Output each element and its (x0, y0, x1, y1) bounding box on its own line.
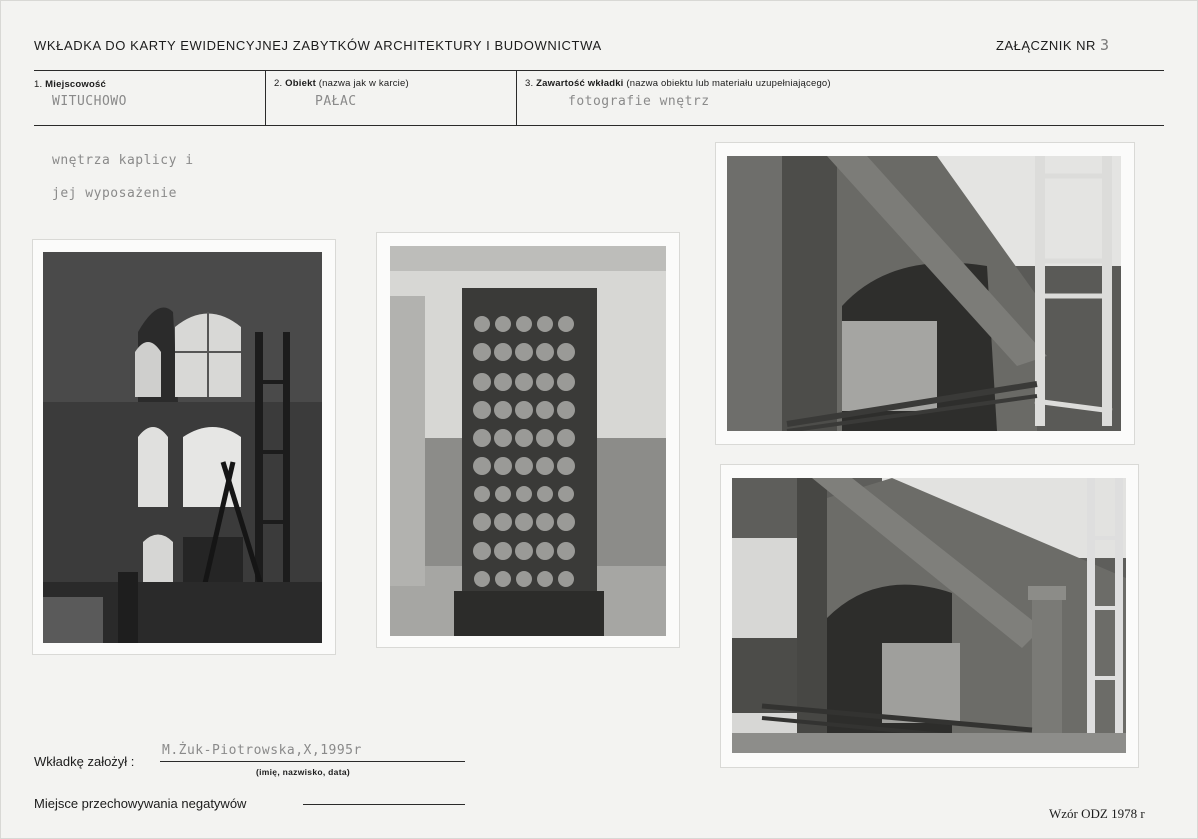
created-by-value: M.Żuk-Piotrowska,X,1995r (162, 743, 362, 758)
description-line-1: wnętrza kaplicy i (52, 153, 194, 168)
photo-tiled-stove-image (390, 246, 666, 636)
negatives-storage-label: Miejsce przechowywania negatywów (34, 796, 247, 811)
photo-staircase-arch-image (727, 156, 1121, 431)
annex-label (996, 36, 1110, 54)
created-by-label: Wkładkę założył : (34, 754, 135, 769)
form-version: Wzór ODZ 1978 r (1049, 806, 1145, 821)
annex-number: 3 (1100, 36, 1110, 54)
object-label: 2. Obiekt (nazwa jak w karcie) (274, 78, 409, 89)
header-rule (34, 70, 1164, 71)
annex-label-text: ZAŁĄCZNIK NR (996, 38, 1096, 53)
photo-staircase-ladder-image (732, 478, 1126, 753)
created-by-line (160, 760, 465, 762)
negatives-storage-line (303, 803, 465, 805)
contents-label: 3. Zawartość wkładki (nazwa obiektu lub materiału uzupełniającego) (525, 78, 831, 89)
photo-chapel-windows-image (43, 252, 322, 643)
created-by-caption: (imię, nazwisko, data) (256, 767, 350, 777)
locality-label: 1. Miejscowość (34, 79, 106, 90)
field-divider-2 (516, 71, 517, 126)
field-divider-1 (265, 71, 266, 126)
photo-tiled-stove (377, 233, 679, 647)
description-line-2: jej wyposażenie (52, 186, 177, 201)
photo-staircase-arch (716, 143, 1134, 444)
locality-value: WITUCHOWO (52, 94, 127, 109)
contents-value: fotografie wnętrz (568, 94, 710, 109)
fields-bottom-rule (34, 125, 1164, 126)
object-value: PAŁAC (315, 94, 357, 109)
photo-staircase-ladder (721, 465, 1138, 767)
form-title: WKŁADKA DO KARTY EWIDENCYJNEJ ZABYTKÓW ARCHITEKTURY I BUDOWNICTWA (34, 38, 602, 53)
photo-chapel-windows (33, 240, 335, 654)
